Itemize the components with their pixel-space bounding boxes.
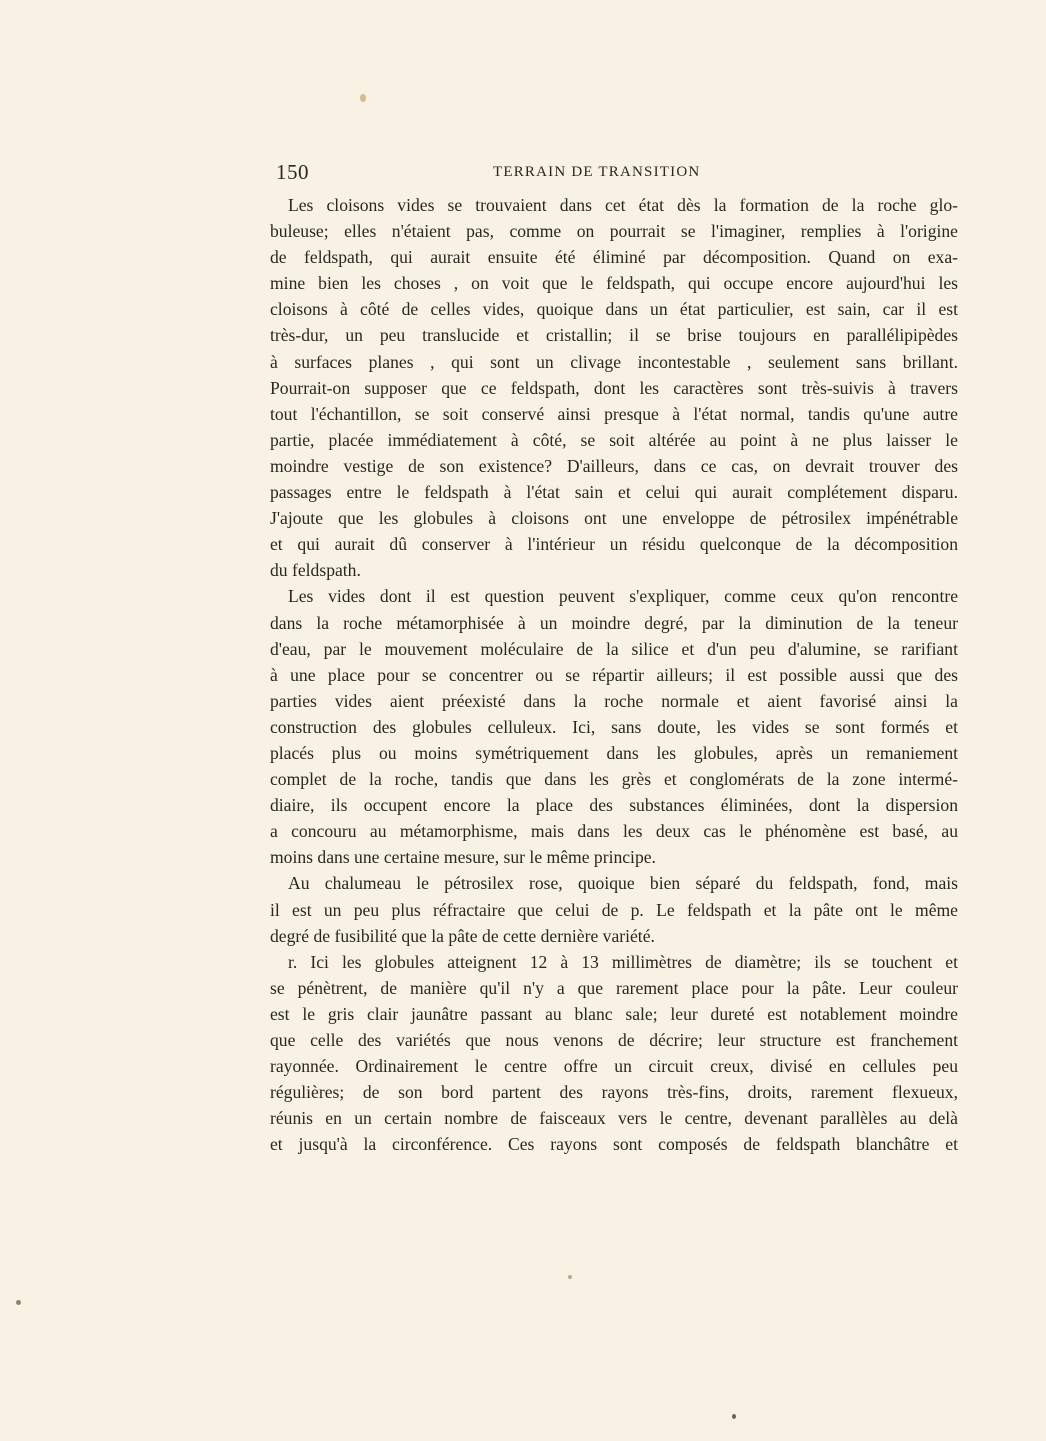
- paper-speck: [732, 1414, 736, 1419]
- paper-speck: [360, 94, 366, 102]
- text-line: à surfaces planes , qui sont un clivage incontestable , seulement sans brillant.: [270, 351, 958, 372]
- text-line: complet de la roche, tandis que dans les grès et conglomérats de la zone intermé-: [270, 769, 958, 790]
- text-line: se pénètrent, de manière qu'il n'y a que rarement place pour la pâte. Leur couleur: [270, 977, 958, 998]
- text-line: degré de fusibilité que la pâte de cette dernière variété.: [270, 925, 655, 946]
- text-line: r. Ici les globules atteignent 12 à 13 millimètres de diamètre; ils se touchent et: [288, 951, 958, 972]
- text-line: a concouru au métamorphisme, mais dans les deux cas le phénomène est basé, au: [270, 821, 958, 842]
- text-line: diaire, ils occupent encore la place des substances éliminées, dont la dispersion: [270, 795, 958, 816]
- text-line: cloisons à côté de celles vides, quoique dans un état particulier, est sain, car il est: [270, 299, 958, 320]
- text-line: réunis en un certain nombre de faisceaux vers le centre, devenant parallèles au delà: [270, 1108, 958, 1129]
- paper-speck: [16, 1300, 21, 1305]
- text-line: moins dans une certaine mesure, sur le même principe.: [270, 847, 656, 868]
- text-line: du feldspath.: [270, 560, 361, 581]
- text-line: dans la roche métamorphisée à un moindre degré, par la diminution de la teneur: [270, 612, 958, 633]
- text-line: Les vides dont il est question peuvent s'expliquer, comme ceux qu'on rencontre: [288, 586, 958, 607]
- text-line: moindre vestige de son existence? D'ailleurs, dans ce cas, on devrait trouver des: [270, 455, 958, 476]
- text-line: de feldspath, qui aurait ensuite été éliminé par décomposition. Quand on exa-: [270, 247, 958, 268]
- page-number: 150: [276, 160, 309, 184]
- text-line: Les cloisons vides se trouvaient dans cet état dès la formation de la roche glo-: [288, 195, 958, 215]
- text-line: que celle des variétés que nous venons de décrire; leur structure est franchement: [270, 1030, 958, 1050]
- text-line: partie, placée immédiatement à côté, se soit altérée au point à ne plus laisser le: [270, 429, 958, 450]
- text-line: et jusqu'à la circonférence. Ces rayons sont composés de feldspath blanchâtre et: [270, 1134, 958, 1155]
- text-line: Pourrait-on supposer que ce feldspath, dont les caractères sont très-suivis à travers: [270, 377, 958, 398]
- text-line: rayonnée. Ordinairement le centre offre un circuit creux, divisé en cellules peu: [270, 1056, 958, 1077]
- text-line: passages entre le feldspath à l'état sain et celui qui aurait complétement disparu.: [270, 482, 958, 503]
- text-line: parties vides aient préexisté dans la roche normale et aient favorisé ainsi la: [270, 690, 958, 711]
- text-line: est le gris clair jaunâtre passant au blanc sale; leur dureté est notablement moindre: [270, 1003, 958, 1024]
- text-line: il est un peu plus réfractaire que celui de p. Le feldspath et la pâte ont le même: [270, 899, 958, 920]
- text-line: Au chalumeau le pétrosilex rose, quoique bien séparé du feldspath, fond, mais: [288, 873, 958, 894]
- text-line: J'ajoute que les globules à cloisons ont une enveloppe de pétrosilex impénétrable: [270, 508, 958, 529]
- text-line: à une place pour se concentrer ou se répartir ailleurs; il est possible aussi que des: [270, 664, 958, 685]
- text-line: mine bien les choses , on voit que le feldspath, qui occupe encore aujourd'hui les: [270, 273, 958, 294]
- text-line: placés plus ou moins symétriquement dans les globules, après un remaniement: [270, 742, 958, 763]
- text-line: tout l'échantillon, se soit conservé ainsi presque à l'état normal, tandis qu'une autre: [270, 403, 958, 424]
- paper-speck: [568, 1275, 572, 1279]
- text-line: régulières; de son bord partent des rayons très-fins, droits, rarement flexueux,: [270, 1082, 958, 1103]
- text-line: très-dur, un peu translucide et cristallin; il se brise toujours en parallélipipèdes: [270, 325, 958, 346]
- running-title: TERRAIN DE TRANSITION: [493, 164, 701, 180]
- text-line: d'eau, par le mouvement moléculaire de la silice et d'un peu d'alumine, se rarifiant: [270, 638, 958, 659]
- text-line: construction des globules celluleux. Ici, sans doute, les vides se sont formés et: [270, 716, 958, 737]
- text-line: et qui aurait dû conserver à l'intérieur un résidu quelconque de la décomposition: [270, 534, 958, 555]
- text-line: buleuse; elles n'étaient pas, comme on pourrait se l'imaginer, remplies à l'origine: [270, 221, 958, 242]
- body-text: [270, 192, 958, 1157]
